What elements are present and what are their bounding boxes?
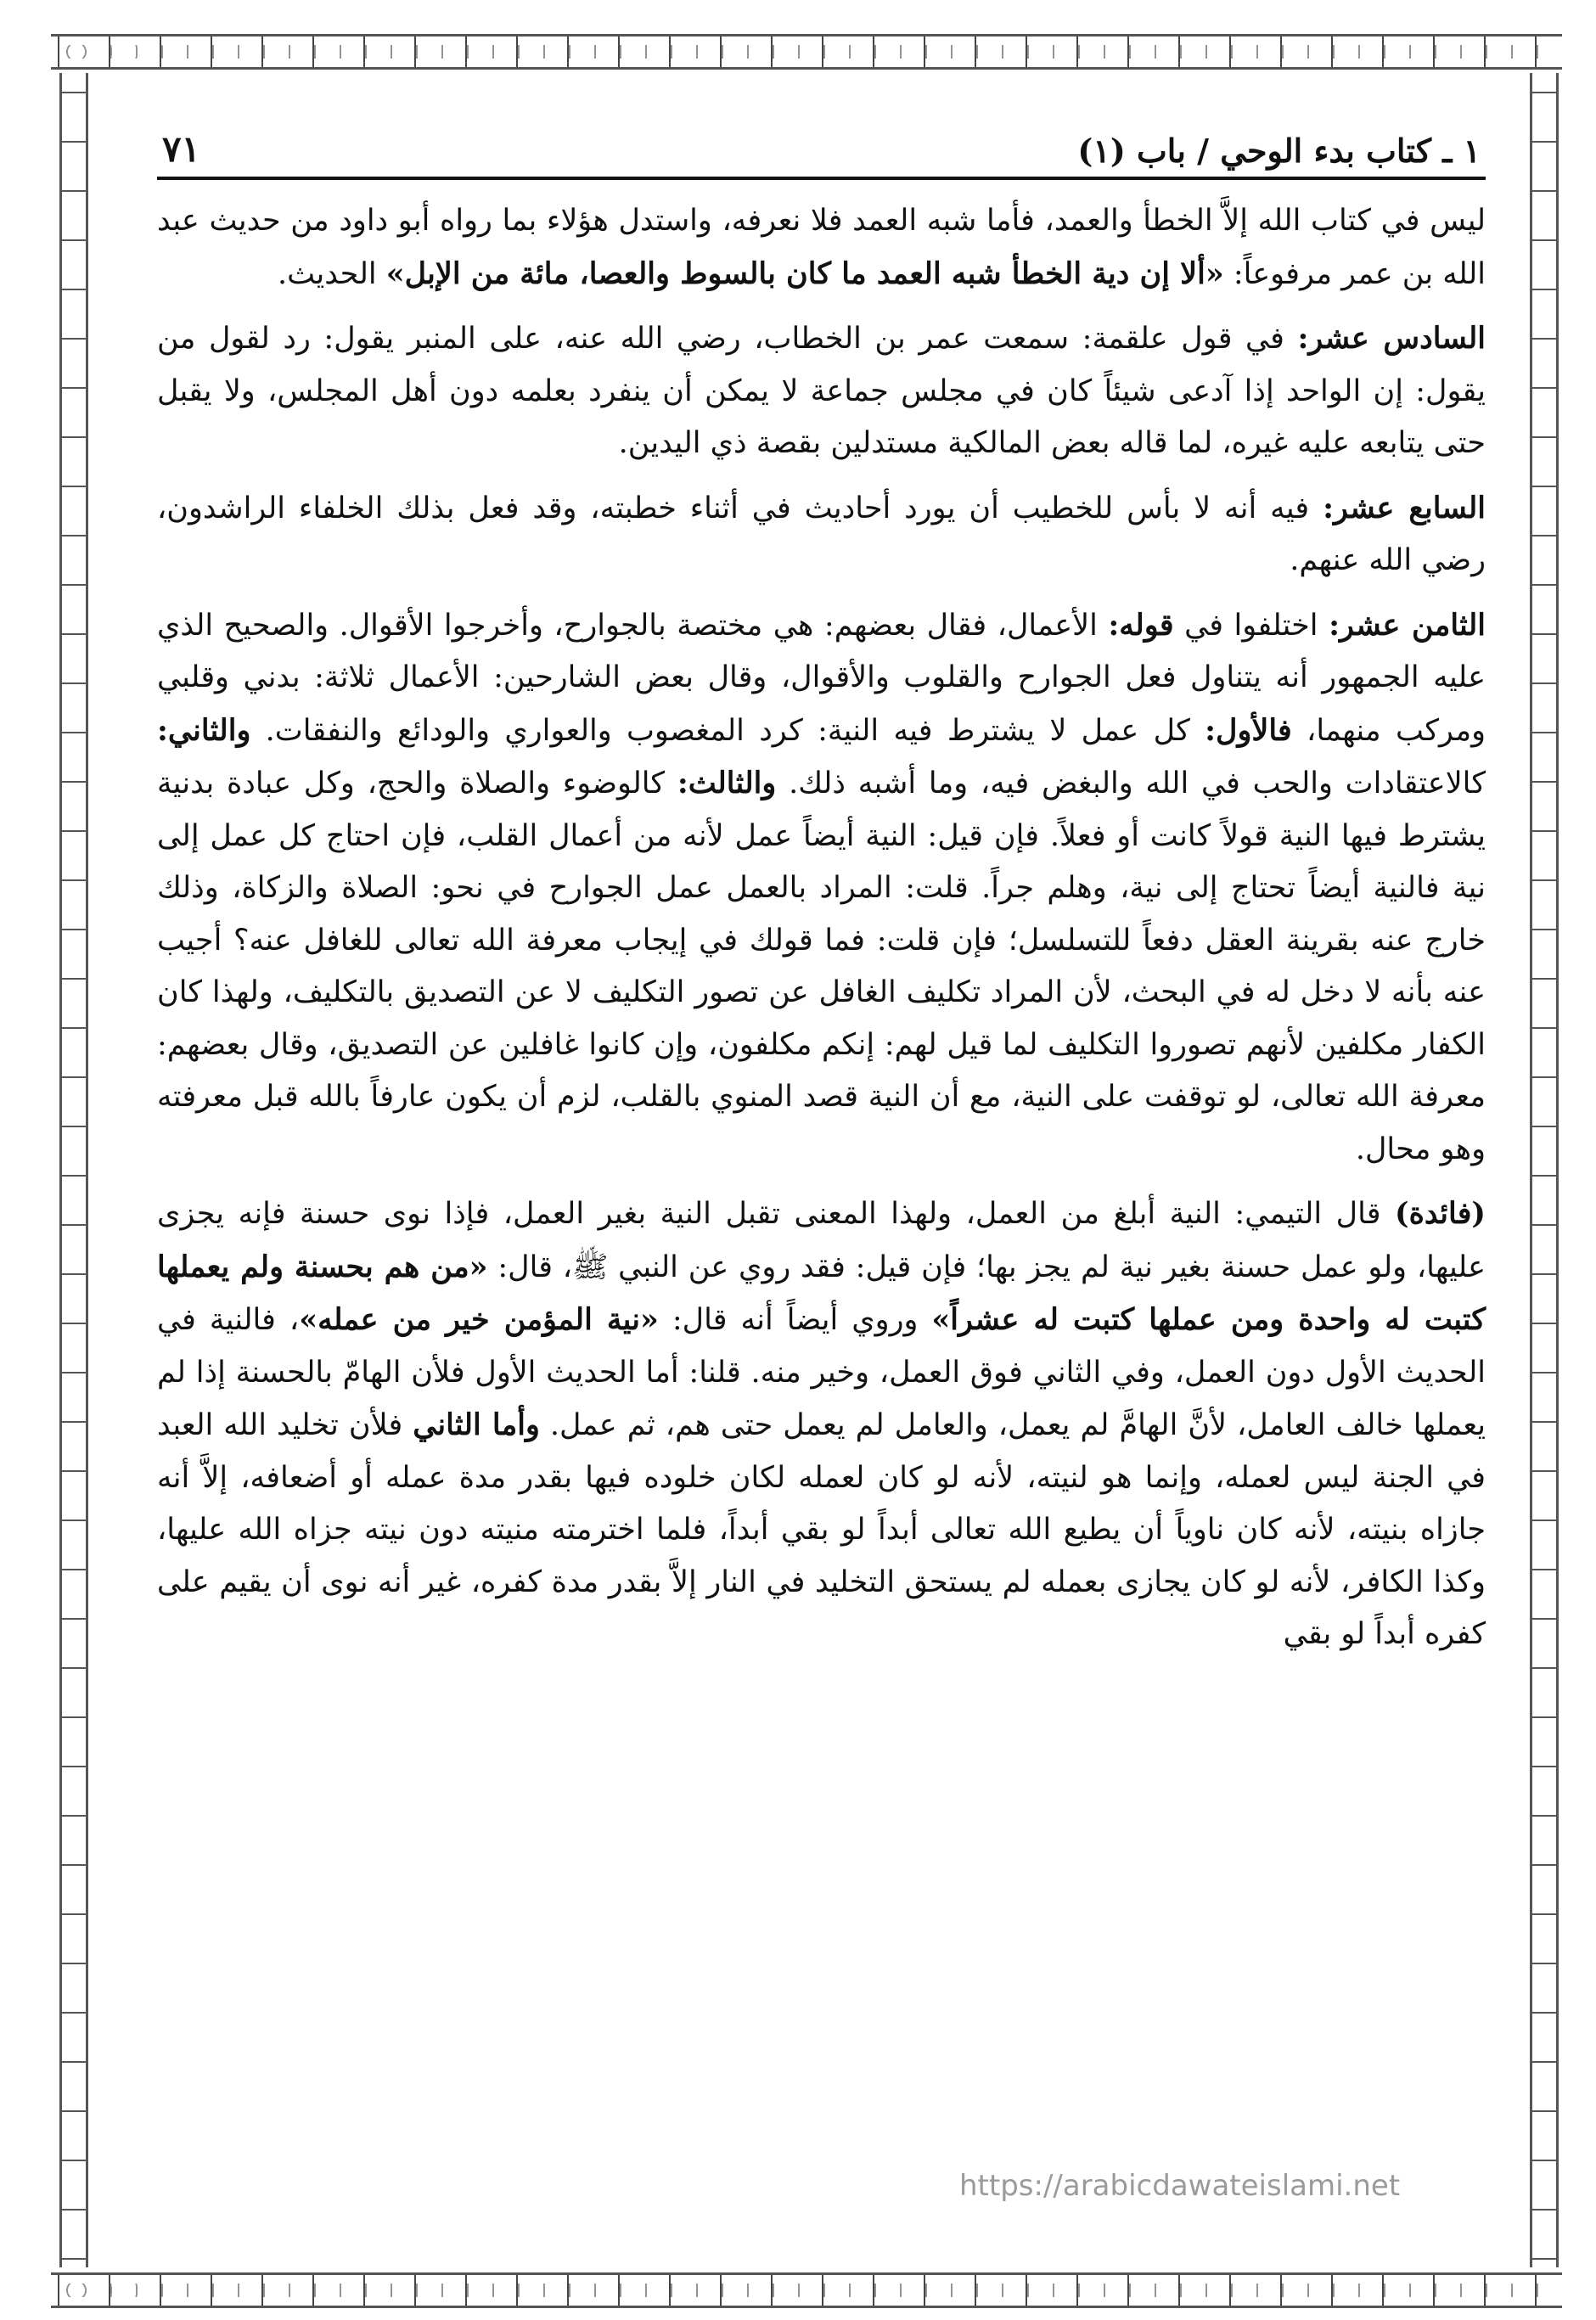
ornamental-border-right bbox=[1530, 73, 1559, 2267]
bold-text-segment: والثالث: bbox=[677, 766, 777, 800]
paragraph bbox=[157, 1188, 1486, 1661]
bold-text-segment: والثاني: bbox=[157, 712, 251, 748]
bold-text-segment: السابع عشر: bbox=[1323, 490, 1486, 525]
chapter-title: ١ ـ كتاب بدء الوحي / باب (١) bbox=[1077, 132, 1481, 170]
text-segment: فلأن تخليد الله العبد في الجنة ليس لعمله، وإنما هو لنيته، لأنه لو كان لعمله لكان خلوده فيها بقدر مدة عمله أو أضعافه، إلاَّ أنه جازاه بنيته، لأنه كان ناوياً أن يطيع الله تعالى أبداً لو بقي أبداً، فلما اخترمته منيته دون نيته جزاه الله عليها، وكذا الكافر، لأنه لو كان يجازى بعمله لم يستحق التخليد في النار إلاَّ بقدر مدة كفره، غير أنه نوى أن يقيم على كفره أبداً لو بقي bbox=[157, 1408, 1486, 1651]
ornamental-border-left bbox=[59, 73, 88, 2267]
body-text bbox=[157, 195, 1486, 1661]
text-segment: الأعمال، فقال بعضهم: هي مختصة بالجوارح، وأخرجوا الأقوال. والصحيح الذي عليه الجمهور أنه يتناول فعل الجوارح والقلوب والأقوال، وقال بعض الشارحين: الأعمال ثلاثة: بدني وقلبي ومركب منهما، bbox=[157, 608, 1486, 748]
text-segment: ، فالنية في الحديث الأول دون العمل، وفي الثاني فوق العمل، وخير منه. قلنا: أما الحديث الأول فلأن الهامّ بالحسنة إذا لم يعملها خالف العامل، لأنَّ الهامَّ لم يعمل، والعامل لم يعمل حتى هم، ثم عمل. bbox=[157, 1303, 1486, 1442]
bold-text-segment: «نية المؤمن خير من عمله» bbox=[299, 1302, 659, 1337]
page-number: ٧١ bbox=[162, 128, 201, 170]
text-segment: وروي أيضاً أنه قال: bbox=[658, 1303, 932, 1337]
text-segment: في قول علقمة: سمعت عمر بن الخطاب، رضي الله عنه، على المنبر يقول: رد لقول من يقول: إن الواحد إذا آدعى شيئاً كان في مجلس جماعة لا يمكن أن ينفرد بعلمه دون أهل المجلس، ولا يقبل حتى يتابعه عليه غيره، لما قاله بعض المالكية مستدلين بقصة ذي اليدين. bbox=[157, 322, 1486, 460]
bold-text-segment: «ألا إن دية الخطأ شبه العمد ما كان بالسوط والعصا، مائة من الإبل» bbox=[385, 256, 1224, 291]
paragraph bbox=[157, 195, 1486, 301]
paragraph bbox=[157, 482, 1486, 587]
bold-text-segment: الثامن عشر: bbox=[1329, 607, 1486, 643]
bold-text-segment: فالأول: bbox=[1205, 712, 1292, 748]
watermark-url: https://arabicdawateislami.net bbox=[959, 2169, 1401, 2203]
bold-text-segment: (فائدة) bbox=[1395, 1196, 1486, 1231]
text-segment: الحديث. bbox=[278, 256, 386, 291]
bold-text-segment: «من هم بحسنة ولم يعملها كتبت له واحدة ومن عملها كتبت له عشراً» bbox=[157, 1249, 1486, 1337]
bold-text-segment: السادس عشر: bbox=[1297, 321, 1486, 356]
running-header bbox=[157, 110, 1486, 180]
paragraph bbox=[157, 599, 1486, 1177]
text-segment: ليس في كتاب الله إلاَّ الخطأ والعمد، فأما شبه العمد فلا نعرفه، واستدل هؤلاء بما رواه أبو داود من حديث عبد الله بن عمر مرفوعاً: bbox=[157, 204, 1486, 291]
book-page bbox=[157, 110, 1486, 2227]
paragraph bbox=[157, 312, 1486, 470]
ornamental-border-top bbox=[51, 34, 1562, 70]
text-segment: كالوضوء والصلاة والحج، وكل عبادة بدنية يشترط فيها النية قولاً كانت أو فعلاً. فإن قيل: النية أيضاً عمل لأنه من أعمال القلب، فإن احتاج كل عمل إلى نية فالنية أيضاً تحتاج إلى نية، وهلم جراً. قلت: المراد بالعمل عمل الجوارح في نحو: الصلاة والزكاة، وذلك خارج عنه بقرينة العقل دفعاً للتسلسل؛ فإن قلت: فما قولك في إيجاب معرفة الله تعالى للغافل عنه؟ أجيب عنه بأنه لا دخل له في البحث، لأن المراد تكليف الغافل عن تصور التكليف لا عن التصديق بالتكليف، ولهذا كان الكفار مكلفين لأنهم تصوروا التكليف لما قيل لهم: إنكم مكلفون، وإن كانوا غافلين عن التصديق، وقال بعضهم: معرفة الله تعالى، لو توقفت على النية، مع أن النية قصد المنوي بالقلب، لزم أن يكون عارفاً بالله قبل معرفته وهو محال. bbox=[157, 767, 1486, 1166]
bold-text-segment: وأما الثاني bbox=[413, 1407, 540, 1442]
text-segment: كالاعتقادات والحب في الله والبغض فيه، وما أشبه ذلك. bbox=[776, 767, 1486, 800]
text-segment: قال التيمي: النية أبلغ من العمل، ولهذا المعنى تقبل النية بغير العمل، فإذا نوى حسنة فإنه يجزى عليها، ولو عمل حسنة بغير نية لم يجز بها؛ فإن قيل: فقد روي عن النبي ﷺ، قال: bbox=[157, 1197, 1486, 1284]
text-segment: كل عمل لا يشترط فيه النية: كرد المغصوب والعواري والودائع والنفقات. bbox=[250, 713, 1205, 748]
text-segment: اختلفوا في bbox=[1173, 608, 1329, 643]
bold-text-segment: قوله: bbox=[1108, 607, 1174, 643]
ornamental-border-bottom bbox=[51, 2272, 1562, 2308]
text-segment: فيه أنه لا بأس للخطيب أن يورد أحاديث في أثناء خطبته، وقد فعل بذلك الخلفاء الراشدون، رضي الله عنهم. bbox=[157, 491, 1486, 577]
